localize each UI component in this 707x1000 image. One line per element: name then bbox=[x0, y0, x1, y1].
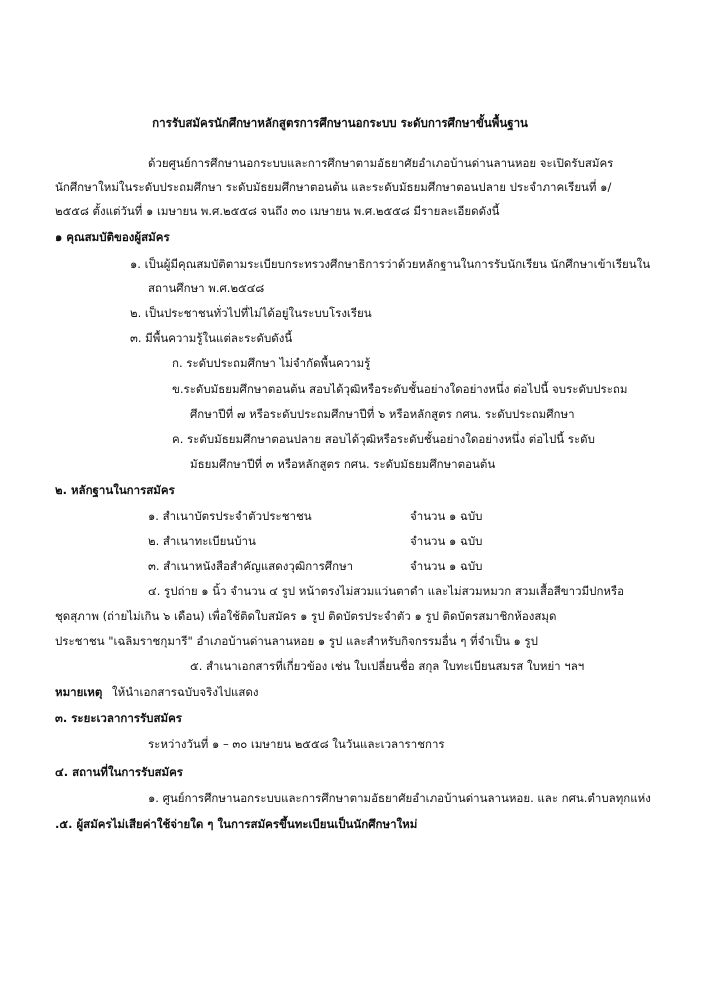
s4-text: ๑. ศูนย์การศึกษานอกระบบและการศึกษาตามอัธยาศัยอำเภอบ้านด่านลานหอย. และ กศน.ตำบลทุกแห่ง bbox=[148, 791, 651, 805]
note bbox=[55, 684, 259, 700]
section-2-heading: ๒. หลักฐานในการสมัคร bbox=[55, 483, 175, 497]
photo-line-2: ชุดสุภาพ (ถ่ายไม่เกิน ๖ เดือน) เพื่อใช้ติดใบสมัคร ๑ รูป ติดบัตรประจำตัว ๑ รูป ติดบัตรสมาชิกห้องสมุด bbox=[55, 609, 557, 623]
intro-line-2: นักศึกษาใหม่ในระดับประถมศึกษา ระดับมัธยมศึกษาตอนต้น และระดับมัธยมศึกษาตอนปลาย ประจำภาคเรียนที่ ๑/ bbox=[55, 180, 612, 194]
doc-item-1-name: ๑. สำเนาบัตรประจำตัวประชาชน bbox=[148, 509, 312, 523]
s1-sub-c-line-1: ค. ระดับมัธยมศึกษาตอนปลาย สอบได้วุฒิหรือระดับชั้นอย่างใดอย่างหนึ่ง ต่อไปนี้ ระดับ bbox=[172, 432, 595, 446]
intro-line-1: ด้วยศูนย์การศึกษานอกระบบและการศึกษาตามอัธยาศัยอำเภอบ้านด่านลานหอย จะเปิดรับสมัคร bbox=[148, 156, 614, 170]
s1-sub-c-line-2: มัธยมศึกษาปีที่ ๓ หรือหลักสูตร กศน. ระดับมัธยมศึกษาตอนต้น bbox=[190, 457, 496, 471]
s2-item-5: ๕. สำเนาเอกสารที่เกี่ยวข้อง เช่น ใบเปลี่ยนชื่อ สกุล ใบทะเบียนสมรส ใบหย่า ฯลฯ bbox=[190, 659, 585, 673]
s1-item-1-line-1: ๑. เป็นผู้มีคุณสมบัติตามระเบียบกระทรวงศึกษาธิการว่าด้วยหลักฐานในการรับนักเรียน นักศึกษาเข้าเรียนใน bbox=[130, 257, 651, 271]
s1-sub-b-line-2: ศึกษาปีที่ ๗ หรือระดับประถมศึกษาปีที่ ๖ หรือหลักสูตร กศน. ระดับประถมศึกษา bbox=[190, 407, 575, 421]
photo-line-3: ประชาชน "เฉลิมราชกุมารี" อำเภอบ้านด่านลานหอย ๑ รูป และสำหรับกิจกรรมอื่น ๆ ที่จำเป็น ๑ รูป bbox=[55, 634, 538, 648]
s1-sub-b-line-1: ข.ระดับมัธยมศึกษาตอนต้น สอบได้วุฒิหรือระดับชั้นอย่างใดอย่างหนึ่ง ต่อไปนี้ จบระดับประถม bbox=[172, 382, 628, 396]
document-title: การรับสมัครนักศึกษาหลักสูตรการศึกษานอกระบบ ระดับการศึกษาขั้นพื้นฐาน bbox=[152, 116, 528, 130]
s1-item-3: ๓. มีพื้นความรู้ในแต่ละระดับดังนี้ bbox=[130, 331, 293, 345]
section-1-heading: ๑ คุณสมบัติของผู้สมัคร bbox=[55, 230, 170, 244]
section-3-heading: ๓. ระยะเวลาการรับสมัคร bbox=[55, 711, 182, 725]
s1-item-2: ๒. เป็นประชาชนทั่วไปที่ไม่ได้อยู่ในระบบโรงเรียน bbox=[130, 306, 372, 320]
intro-line-3: ๒๕๕๘ ตั้งแต่วันที่ ๑ เมษายน พ.ศ.๒๕๕๘ จนถึง ๓๐ เมษายน พ.ศ.๒๕๕๘ มีรายละเอียดดังนี้ bbox=[55, 204, 500, 218]
note-text: ให้นำเอกสารฉบับจริงไปแสดง bbox=[112, 685, 259, 699]
doc-item-3-name: ๓. สำเนาหนังสือสำคัญแสดงวุฒิการศึกษา bbox=[148, 559, 354, 573]
doc-item-2-qty: จำนวน ๑ ฉบับ bbox=[410, 534, 483, 548]
doc-item-1-qty: จำนวน ๑ ฉบับ bbox=[410, 509, 483, 523]
section-5-heading: .๕. ผู้สมัครไม่เสียค่าใช้จ่ายใด ๆ ในการสมัครขึ้นทะเบียนเป็นนักศึกษาใหม่ bbox=[55, 817, 418, 831]
doc-item-3-qty: จำนวน ๑ ฉบับ bbox=[410, 559, 483, 573]
photo-line-1: ๔. รูปถ่าย ๑ นิ้ว จำนวน ๔ รูป หน้าตรงไม่สวมแว่นตาดำ และไม่สวมหมวก สวมเสื้อสีขาวมีปกหรือ bbox=[148, 584, 625, 598]
section-4-heading: ๔. สถานที่ในการรับสมัคร bbox=[55, 765, 183, 779]
s1-sub-a: ก. ระดับประถมศึกษา ไม่จำกัดพื้นความรู้ bbox=[172, 356, 371, 370]
note-label: หมายเหตุ bbox=[55, 685, 103, 699]
s1-item-1-line-2: สถานศึกษา พ.ศ.๒๕๔๘ bbox=[148, 281, 265, 295]
doc-item-2-name: ๒. สำเนาทะเบียนบ้าน bbox=[148, 534, 256, 548]
s3-text: ระหว่างวันที่ ๑ – ๓๐ เมษายน ๒๕๕๘ ในวันและเวลาราชการ bbox=[148, 737, 445, 751]
